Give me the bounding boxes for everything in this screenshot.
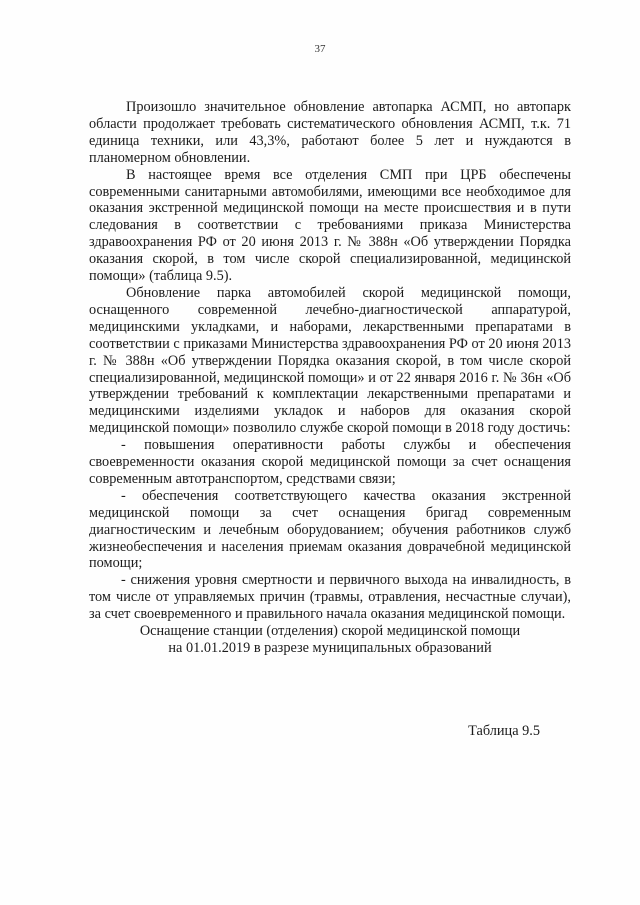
- paragraph-fleet-update-results: Обновление парка автомобилей скорой медицинской помощи, оснащенного современной лечебно-диагностической аппаратурой, медицинскими укладками, и наборами, лекарственными препаратами в соответствии с приказами Министерства здравоохранения РФ от 20 июня 2013 г. № 388н «Об утверждении Порядка оказания скорой, в том числе скорой специализированной, медицинской помощи» и от 22 января 2016 г. № 36н «Об утверждении требований к комплектации лекарственными препаратами и медицинскими изделиями укладок и наборов для оказания скорой медицинской помощи» позволило службе скорой помощи в 2018 году достичь:: [89, 284, 571, 437]
- body-text: [89, 99, 571, 657]
- page-number: 37: [314, 43, 326, 55]
- list-item-efficiency: - повышения оперативности работы службы и обеспечения своевременности оказания скорой медицинской помощи за счет оснащения современным автотранспортом, средствами связи;: [89, 437, 571, 487]
- table-caption-line-1: Оснащение станции (отделения) скорой медицинской помощи: [139, 623, 521, 640]
- list-item-quality: - обеспечения соответствующего качества оказания экстренной медицинской помощи за счет оснащения бригад современным диагностическим и лечебным оборудованием; обучения работников служб жизнеобеспечения и населения приемам оказания доврачебной медицинской помощи;: [89, 487, 571, 572]
- table-caption-line-2: на 01.01.2019 в разрезе муниципальных образований: [168, 640, 492, 656]
- table-label: Таблица 9.5: [468, 723, 540, 739]
- list-item-mortality: - снижения уровня смертности и первичного выхода на инвалидность, в том числе от управляемых причин (травмы, отравления, несчастные случаи), за счет своевременного и правильного начала оказания медицинской помощи.: [89, 572, 571, 623]
- paragraph-fleet-renewal: Произошло значительное обновление автопарка АСМП, но автопарк области продолжает требовать систематического обновления АСМП, т.к. 71 единица техники, или 43,3%, работают более 5 лет и нуждаются в планомерном обновлении.: [89, 99, 571, 166]
- paragraph-smp-departments: В настоящее время все отделения СМП при ЦРБ обеспечены современными санитарными автомобилями, имеющими все необходимое для оказания экстренной медицинской помощи на месте происшествия и в пути следования в соответствии с требованиями приказа Министерства здравоохранения РФ от 20 июня 2013 г. № 388н «Об утверждении Порядка оказания скорой, в том числе скорой специализированной, медицинской помощи» (таблица 9.5).: [89, 166, 571, 285]
